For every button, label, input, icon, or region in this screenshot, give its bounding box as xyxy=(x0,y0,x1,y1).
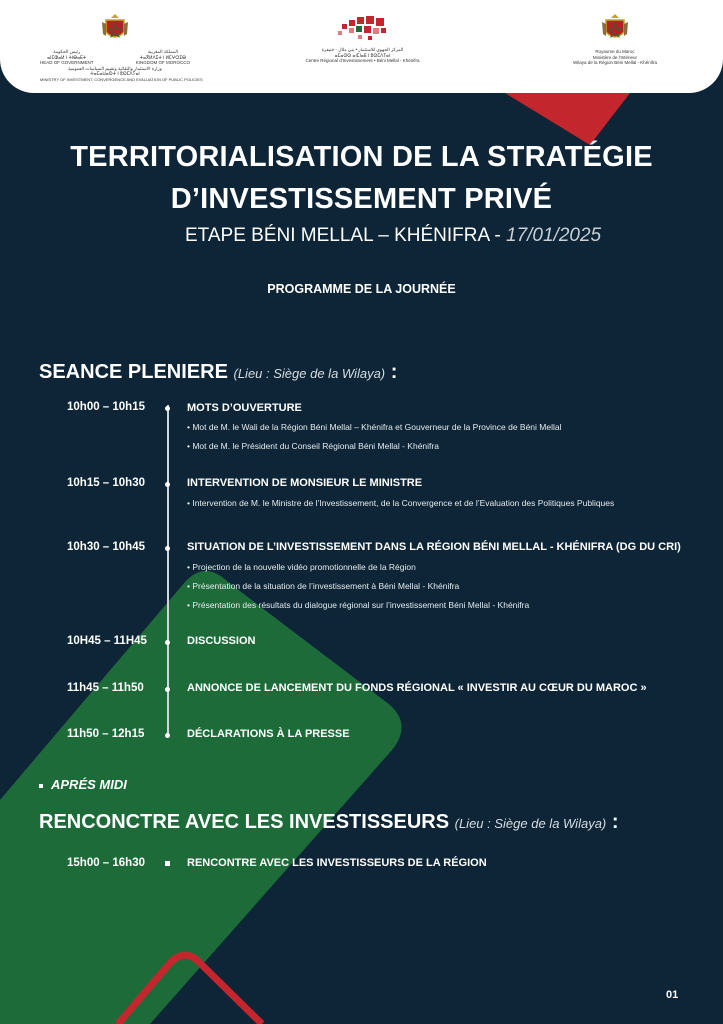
int-line1: Royaume du Maroc xyxy=(595,49,635,54)
apres-midi-text: APRÉS MIDI xyxy=(51,777,127,792)
agenda-title: INTERVENTION DE MONSIEUR LE MINISTRE xyxy=(187,477,423,489)
timeline-dot xyxy=(165,546,170,551)
int-line2: Ministère de l'Intérieur xyxy=(592,54,638,60)
section-pleniere-colon: : xyxy=(390,361,398,383)
section-investisseurs-location: (Lieu : Siège de la Wilaya) xyxy=(454,816,607,831)
kingdom-tifinagh: ⵜⴰⴳⵍⴷⵉⵜ ⵏ ⵍⵎⵖⵔⵉⴱ xyxy=(139,54,187,60)
header-bar xyxy=(0,0,723,93)
main-title-line2: D’INVESTISSEMENT PRIVÉ xyxy=(170,183,553,215)
cri-logo xyxy=(290,14,435,64)
agenda-time: 11h50 – 12h15 xyxy=(67,728,145,740)
stage-label: ETAPE BÉNI MELLAL – KHÉNIFRA - xyxy=(185,225,506,246)
agenda-title: SITUATION DE L’INVESTISSEMENT DANS LA RÉGION BÉNI MELLAL - KHÉNIFRA (DG DU CRI) xyxy=(187,541,681,553)
agenda-bullet: • Mot de M. le Wali de la Région Béni Mellal – Khénifra et Gouverneur de la Province de Béni Mellal xyxy=(187,422,562,432)
agenda-title: MOTS D’OUVERTURE xyxy=(187,402,302,414)
gov-label: HEAD OF GOVERNMENT xyxy=(40,60,94,65)
agenda-bullet: • Présentation de la situation de l’investissement à Béni Mellal - Khénifra xyxy=(187,581,460,591)
cri-tifinagh: ⴰⵎⴰⵙⵙ ⴰⵏⵎⵏⴰⴹ ⵏ ⵓⵙⵎⴷⵢⴰⵏ xyxy=(334,52,391,58)
timeline-dot xyxy=(165,687,170,692)
afternoon-time: 15h00 – 16h30 xyxy=(67,857,146,869)
gov-arabic: رئيس الحكومة xyxy=(53,49,81,54)
timeline-dot xyxy=(165,640,170,645)
event-subtitle xyxy=(185,225,601,247)
bullet-square xyxy=(165,861,170,866)
section-pleniere-name: SEANCE PLENIERE xyxy=(39,361,228,383)
agenda-title: DISCUSSION xyxy=(187,635,256,647)
main-title-line1: TERRITORIALISATION DE LA STRATÉGIE xyxy=(70,141,653,173)
agenda-bullet: • Projection de la nouvelle vidéo promotionnelle de la Région xyxy=(187,562,416,572)
cri-arabic: المركز الجهوي للاستثمار • بني ملال - خنيفرة xyxy=(321,47,404,52)
section-pleniere-location: (Lieu : Siège de la Wilaya) xyxy=(233,366,386,381)
red-corner-shape xyxy=(505,93,630,145)
agenda-time: 10h15 – 10h30 xyxy=(67,477,146,489)
kingdom-label: KINGDOM OF MOROCCO xyxy=(135,60,190,65)
event-date: 17/01/2025 xyxy=(506,225,602,246)
section-pleniere-title xyxy=(39,361,397,384)
section-investisseurs-title xyxy=(39,811,619,834)
agenda-bullet: • Intervention de M. le Ministre de l’Investissement, de la Convergence et de l’Evaluation des Politiques Publiques xyxy=(187,498,615,508)
agenda-bullet: • Mot de M. le Président du Conseil Régional Béni Mellal - Khénifra xyxy=(187,441,439,451)
moroccan-coat-of-arms-icon xyxy=(600,12,630,46)
agenda-time: 10h00 – 10h15 xyxy=(67,401,146,413)
agenda-time: 11h45 – 11h50 xyxy=(67,682,144,694)
ministry-tifinagh: ⵜⴰⵎⴰⵡⴰⵙⵜ ⵏ ⵓⵙⵎⴷⵢⴰⵏ xyxy=(90,71,140,76)
kingdom-arabic: المملكة المغربية xyxy=(147,49,179,54)
agenda-time: 10H45 – 11H45 xyxy=(67,635,147,647)
agenda-title: ANNONCE DE LANCEMENT DU FONDS RÉGIONAL « INVESTIR AU CŒUR DU MAROC » xyxy=(187,682,647,694)
bullet-square xyxy=(39,784,43,788)
section-investisseurs-name: RENCONCTRE AVEC LES INVESTISSEURS xyxy=(39,811,450,833)
ministry-label: MINISTRY OF INVESTMENT, CONVERGENCE AND EVALUATION OF PUBLIC POLICIES xyxy=(40,76,203,82)
section-investisseurs-colon: : xyxy=(611,811,619,833)
ministry-arabic: وزارة الاستثمار والتقائية وتقييم السياسات العمومية xyxy=(68,65,162,71)
programme-heading: PROGRAMME DE LA JOURNÉE xyxy=(267,282,456,296)
government-logo xyxy=(40,12,203,82)
interior-ministry-logo xyxy=(550,12,680,66)
afternoon-title: RENCONTRE AVEC LES INVESTISSEURS DE LA RÉGION xyxy=(187,857,487,869)
gov-tifinagh: ⴰⵏⵎⵀⴰⵍ ⵏ ⵜⵏⴱⴰⴹⵜ xyxy=(47,54,87,60)
timeline-line xyxy=(167,405,169,735)
agenda-bullet: • Présentation des résultats du dialogue régional sur l’investissement Béni Mellal - Khénifra xyxy=(187,600,530,610)
timeline-dot xyxy=(165,482,170,487)
agenda-time: 10h30 – 10h45 xyxy=(67,541,146,553)
apres-midi-label xyxy=(39,777,127,792)
cri-logo-icon xyxy=(328,14,398,44)
int-line3: Wilaya de la Région Béni Mellal - Khénifra xyxy=(572,60,658,65)
page-number: 01 xyxy=(666,989,679,1001)
agenda-title: DÉCLARATIONS À LA PRESSE xyxy=(187,728,350,740)
moroccan-coat-of-arms-icon xyxy=(100,12,130,46)
timeline-dot xyxy=(165,406,170,411)
cri-label: Centre Régional d'Investissement • Béni Mellal - Khénifra xyxy=(305,58,420,63)
timeline-dot xyxy=(165,733,170,738)
